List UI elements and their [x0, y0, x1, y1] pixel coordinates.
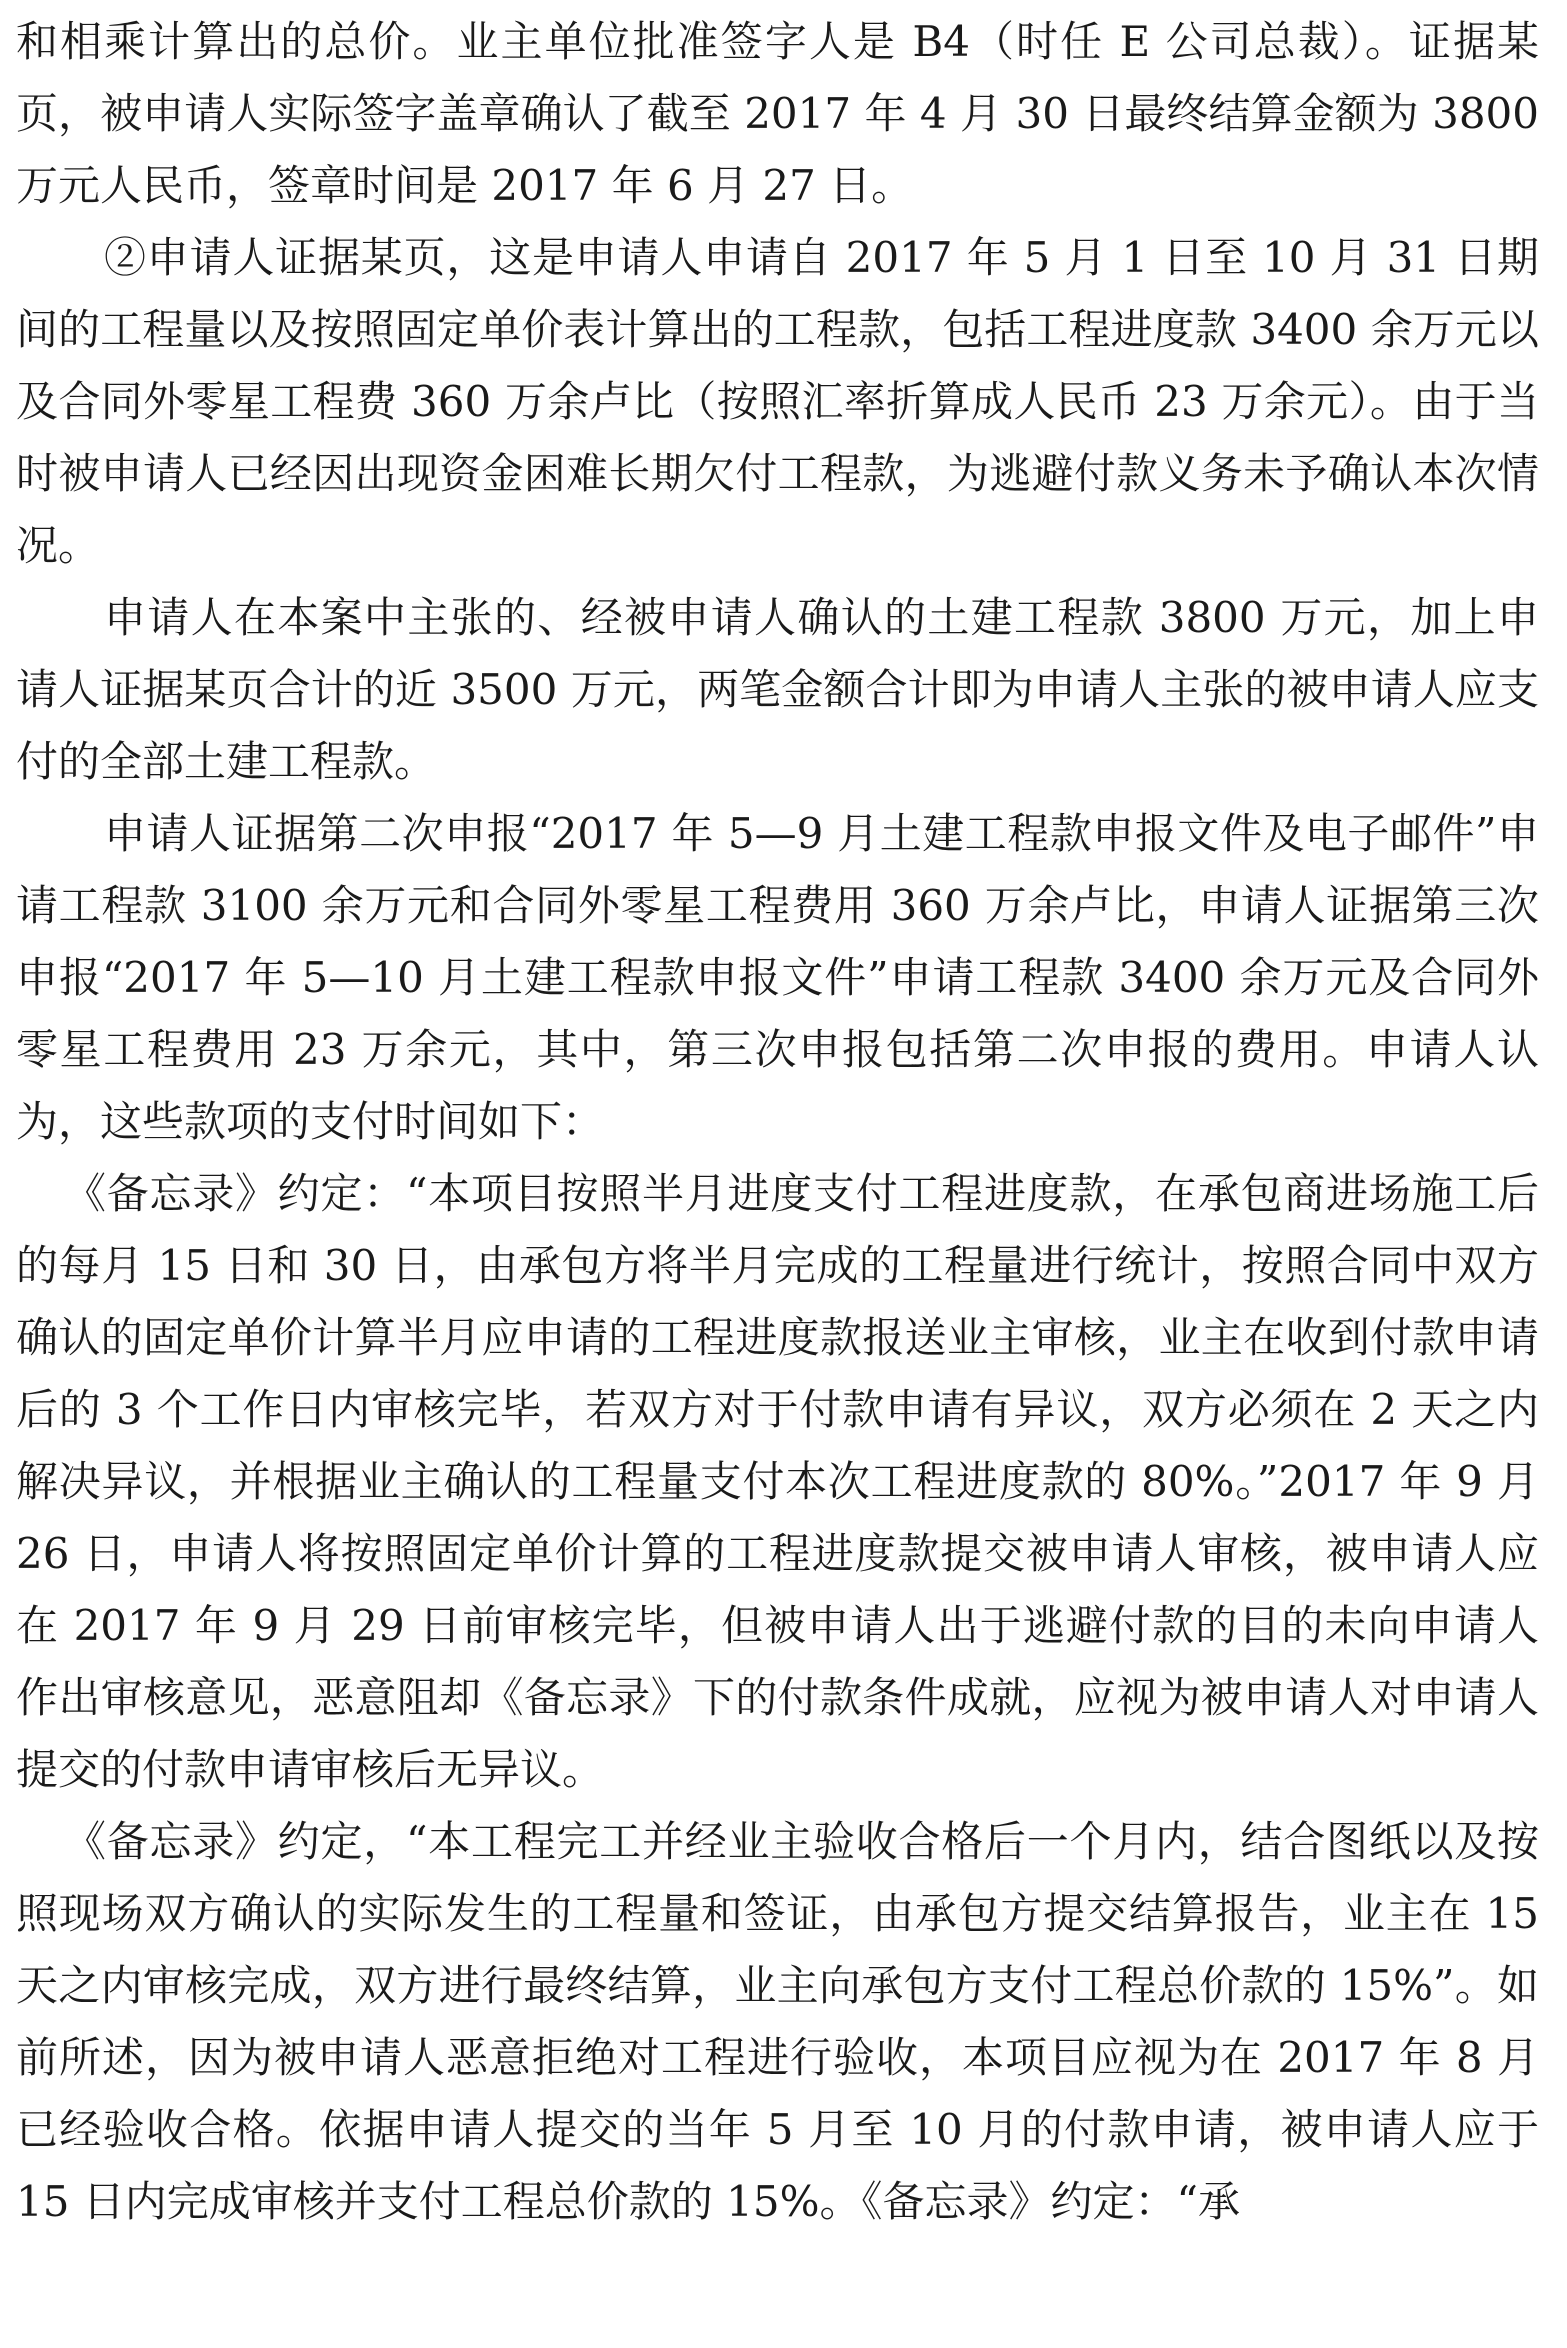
paragraph-1: 和相乘计算出的总价。业主单位批准签字人是 B4（时任 E 公司总裁）。证据某页，被申请人实际签字盖章确认了截至 2017 年 4 月 30 日最终结算金额为 3800 万元人民币，签章时间是 2017 年 6 月 27 日。 — [16, 17, 1539, 210]
paragraph-4: 申请人证据第二次申报“2017 年 5—9 月土建工程款申报文件及电子邮件”申请工程款 3100 余万元和合同外零星工程费用 360 万余卢比，申请人证据第三次申报“2017 年 5—10 月土建工程款申报文件”申请工程款 3400 余万元及合同外零星工程费用 23 万余元，其中，第三次申报包括第二次申报的费用。申请人认为，这些款项的支付时间如下： — [16, 809, 1539, 1146]
paragraph-5: 《备忘录》约定：“本项目按照半月进度支付工程进度款，在承包商进场施工后的每月 15 日和 30 日，由承包方将半月完成的工程量进行统计，按照合同中双方确认的固定单价计算半月应申请的工程进度款报送业主审核，业主在收到付款申请后的 3 个工作日内审核完毕，若双方对于付款申请有异议，双方必须在 2 天之内解决异议，并根据业主确认的工程量支付本次工程进度款的 80%。”2017 年 9 月 26 日，申请人将按照固定单价计算的工程进度款提交被申请人审核，被申请人应在 2017 年 9 月 29 日前审核完毕，但被申请人出于逃避付款的目的未向申请人作出审核意见，恶意阻却《备忘录》下的付款条件成就，应视为被申请人对申请人提交的付款申请审核后无异议。 — [16, 1169, 1539, 1794]
paragraph-6: 《备忘录》约定，“本工程完工并经业主验收合格后一个月内，结合图纸以及按照现场双方确认的实际发生的工程量和签证，由承包方提交结算报告，业主在 15 天之内审核完成，双方进行最终结算，业主向承包方支付工程总价款的 15%”。如前所述，因为被申请人恶意拒绝对工程进行验收，本项目应视为在 2017 年 8 月已经验收合格。依据申请人提交的当年 5 月至 10 月的付款申请，被申请人应于 15 日内完成审核并支付工程总价款的 15%。《备忘录》约定：“承 — [16, 1817, 1539, 2226]
paragraph-2: ②申请人证据某页，这是申请人申请自 2017 年 5 月 1 日至 10 月 31 日期间的工程量以及按照固定单价表计算出的工程款，包括工程进度款 3400 余万元以及合同外零星工程费 360 万余卢比（按照汇率折算成人民币 23 万余元）。由于当时被申请人已经因出现资金困难长期欠付工程款，为逃避付款义务未予确认本次情况。 — [16, 233, 1539, 570]
paragraph-3: 申请人在本案中主张的、经被申请人确认的土建工程款 3800 万元，加上申请人证据某页合计的近 3500 万元，两笔金额合计即为申请人主张的被申请人应支付的全部土建工程款。 — [16, 593, 1539, 786]
